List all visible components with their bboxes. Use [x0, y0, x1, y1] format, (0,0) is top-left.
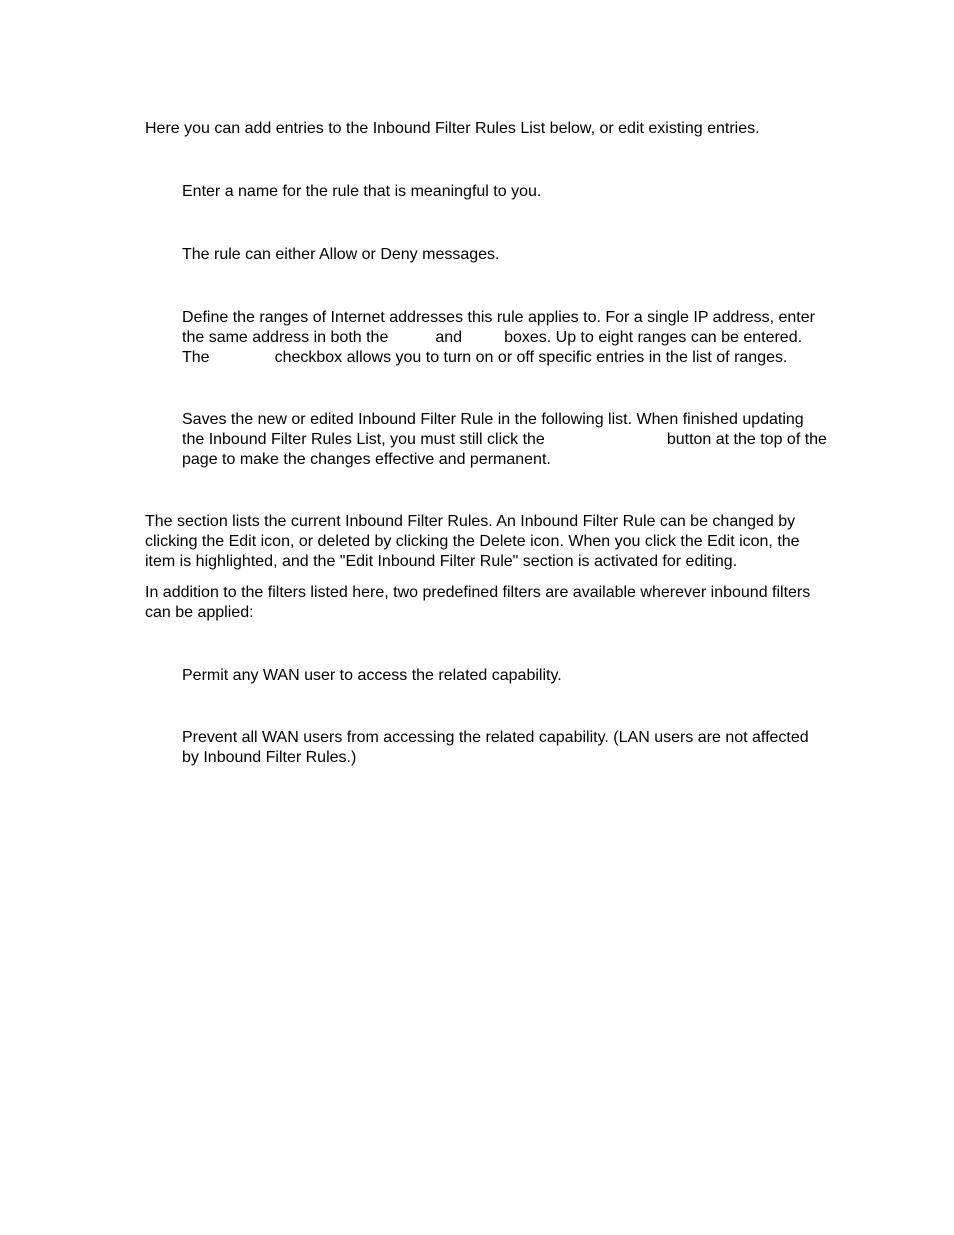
rules-list-description: The section lists the current Inbound Filter Rules. An Inbound Filter Rule can be changed by clicking the Edit icon, or deleted by clicking the Delete icon. When you click the Edit icon, the item is highlighted, and the "Edit Inbound Filter Rule" section is activated for editing. [145, 513, 800, 570]
allow-all-description: Permit any WAN user to access the related capability. [182, 667, 562, 684]
save-description: Saves the new or edited Inbound Filter Rule in the following list. When finished updating the Inbound Filter Rules List, you must still click the button at the top of the page to make the changes effective and permanent. [182, 410, 882, 469]
save-line-2: the Inbound Filter Rules List, you must still click the button at the top of the [182, 430, 827, 448]
ranges-line-2: the same address in both the and boxes. Up to eight ranges can be entered. [182, 328, 803, 346]
ranges-line-3: The checkbox allows you to turn on or off specific entries in the list of ranges. [182, 348, 788, 366]
deny-all-description: Prevent all WAN users from accessing the related capability. (LAN users are not affected by Inbound Filter Rules.) [182, 729, 809, 766]
predefined-filters-description: In addition to the filters listed here, two predefined filters are available wherever inbound filters can be applied: [145, 584, 811, 621]
intro-paragraph: Here you can add entries to the Inbound Filter Rules List below, or edit existing entries. [145, 120, 760, 137]
action-description: The rule can either Allow or Deny messages. [182, 246, 500, 263]
name-description: Enter a name for the rule that is meaningful to you. [182, 183, 542, 200]
source-ranges-description: Define the ranges of Internet addresses this rule applies to. For a single IP address, enter the same address in both the and boxes. Up to eight ranges can be entered. The checkbox allows you to turn on or off specific entries in the list of ranges. [182, 308, 882, 367]
